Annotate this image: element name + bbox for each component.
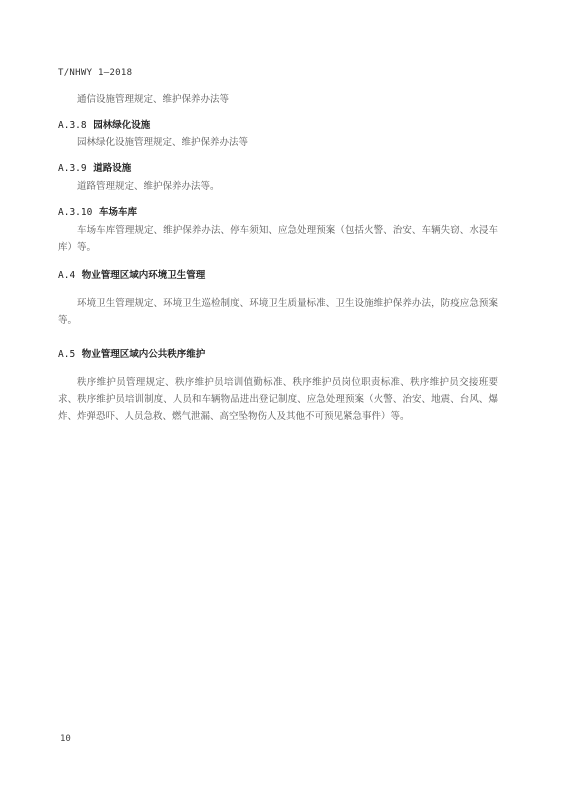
section-number: A.5 bbox=[58, 349, 76, 360]
section-body-a39: 道路管理规定、维护保养办法等。 bbox=[77, 181, 220, 192]
section-title: 物业管理区域内公共秩序维护 bbox=[81, 349, 206, 360]
section-title: 园林绿化设施 bbox=[93, 120, 151, 131]
section-heading-a5 bbox=[58, 346, 205, 360]
section-body-a38: 园林绿化设施管理规定、维护保养办法等 bbox=[77, 137, 249, 148]
section-title: 车场车库 bbox=[98, 207, 137, 218]
intro-paragraph: 通信设施管理规定、维护保养办法等 bbox=[77, 94, 230, 105]
section-number: A.3.10 bbox=[58, 207, 93, 218]
section-title: 物业管理区域内环境卫生管理 bbox=[81, 270, 206, 281]
section-heading-a38 bbox=[58, 117, 150, 131]
section-heading-a310 bbox=[58, 204, 137, 218]
section-heading-a39 bbox=[58, 160, 131, 174]
section-body-a310: 车场车库管理规定、维护保养办法、停车须知、应急处理预案（包括火警、治安、车辆失窃、水浸车库）等。 bbox=[58, 225, 498, 253]
document-code: T/NHWY 1—2018 bbox=[58, 68, 133, 78]
section-body-a4: 环境卫生管理规定、环境卫生巡检制度、环境卫生质量标准、卫生设施维护保养办法，防疫应急预案等。 bbox=[58, 298, 498, 326]
section-heading-a4 bbox=[58, 267, 205, 281]
section-number: A.3.8 bbox=[58, 120, 87, 131]
section-body-a5: 秩序维护员管理规定、秩序维护员培训值勤标准、秩序维护员岗位职责标准、秩序维护员交接班要求、秩序维护员培训制度、人员和车辆物品进出登记制度、应急处理预案（火警、治安、地震、台风、爆炸、炸弹恐吓、人员急救、燃气泄漏、高空坠物伤人及其他不可预见紧急事件）等。 bbox=[58, 377, 498, 422]
section-title: 道路设施 bbox=[93, 163, 132, 174]
section-number: A.4 bbox=[58, 270, 76, 281]
page-number: 10 bbox=[60, 734, 71, 744]
section-number: A.3.9 bbox=[58, 163, 87, 174]
